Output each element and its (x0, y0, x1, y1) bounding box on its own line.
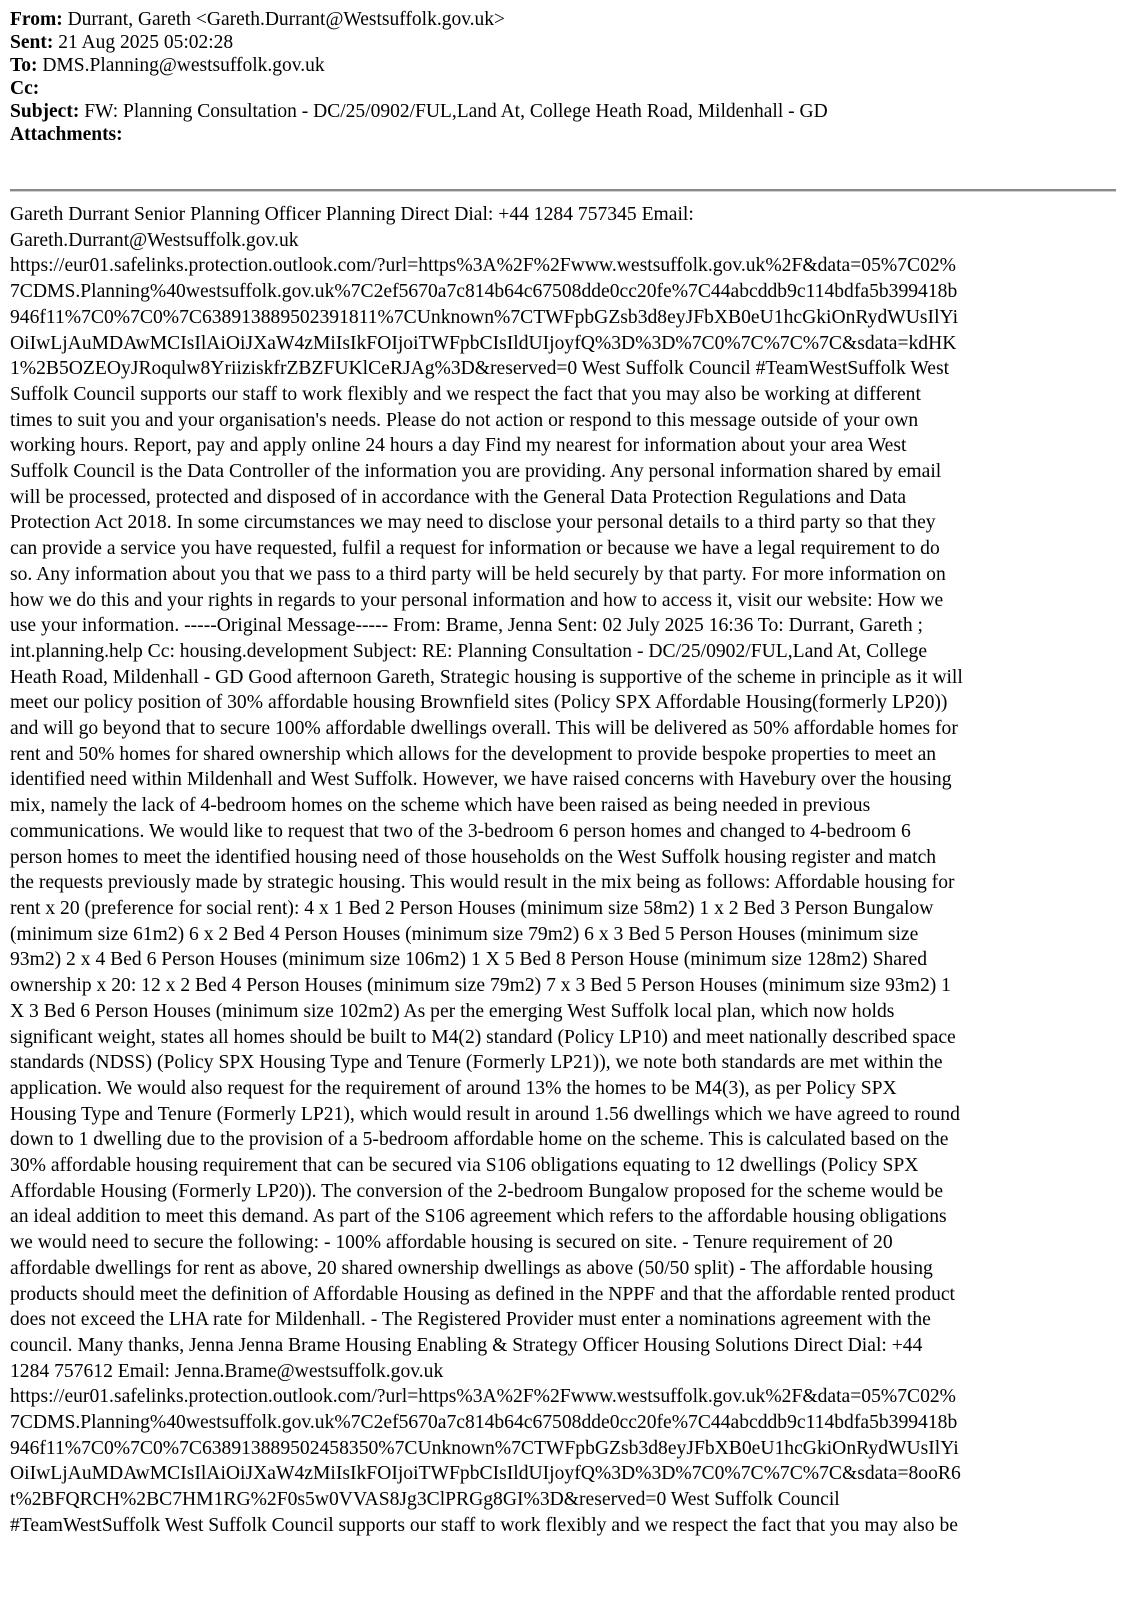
body-line: Protection Act 2018. In some circumstances we may need to disclose your personal details to a third party so that they (10, 512, 936, 534)
body-line: application. We would also request for the requirement of around 13% the homes to be M4(3), as per Policy SPX (10, 1077, 897, 1099)
body-line: person homes to meet the identified housing need of those households on the West Suffolk housing register and match (10, 846, 937, 868)
body-line: Heath Road, Mildenhall - GD Good afternoon Gareth, Strategic housing is supportive of the scheme in principle as it will (10, 666, 963, 688)
body-line: Affordable Housing (Formerly LP20)). The conversion of the 2-bedroom Bungalow proposed for the scheme would be (10, 1180, 944, 1202)
body-line: Suffolk Council supports our staff to work flexibly and we respect the fact that you may also be working at different (10, 383, 921, 405)
header-divider (10, 189, 1116, 192)
body-line: affordable dwellings for rent as above, 20 shared ownership dwellings as above (50/50 split) - The affordable housing (10, 1257, 933, 1279)
to-label: To: (10, 55, 38, 76)
body-line: identified need within Mildenhall and West Suffolk. However, we have raised concerns with Havebury over the housing (10, 769, 952, 791)
from-label: From: (10, 9, 63, 30)
body-line: 7CDMS.Planning%40westsuffolk.gov.uk%7C2ef5670a7c814b64c67508dde0cc20fe%7C44abcddb9c114bdfa5b399418b (10, 1412, 958, 1434)
subject-value: FW: Planning Consultation - DC/25/0902/FUL,Land At, College Heath Road, Mildenhall - GD (84, 101, 828, 122)
attachments-label: Attachments: (10, 124, 123, 145)
from-row (10, 8, 1118, 31)
body-line: an ideal addition to meet this demand. As part of the S106 agreement which refers to the affordable housing obligations (10, 1206, 947, 1228)
body-line: https://eur01.safelinks.protection.outlook.com/?url=https%3A%2F%2Fwww.westsuffolk.gov.uk%2F&data=05%7C02% (10, 255, 956, 277)
body-line: mix, namely the lack of 4-bedroom homes on the scheme which have been raised as being needed in previous (10, 795, 871, 817)
body-line: standards (NDSS) (Policy SPX Housing Type and Tenure (Formerly LP21)), we note both standards are met within the (10, 1052, 943, 1074)
body-line: rent and 50% homes for shared ownership which allows for the development to provide bespoke properties to meet an (10, 743, 937, 765)
body-line: communications. We would like to request that two of the 3-bedroom 6 person homes and changed to 4-bedroom 6 (10, 820, 911, 842)
sent-row (10, 31, 1118, 54)
to-row (10, 54, 1118, 77)
body-line: OiIwLjAuMDAwMCIsIlAiOiJXaW4zMiIsIkFOIjoiTWFpbCIsIldUIjoyfQ%3D%3D%7C0%7C%7C%7C&sdata=kdHK (10, 332, 957, 354)
body-line: and will go beyond that to secure 100% affordable dwellings overall. This will be delivered as 50% affordable homes for (10, 718, 958, 740)
body-line: 946f11%7C0%7C0%7C638913889502391811%7CUnknown%7CTWFpbGZsb3d8eyJFbXB0eU1hcGkiOnRydWUsIlYi (10, 306, 959, 328)
body-line: https://eur01.safelinks.protection.outlook.com/?url=https%3A%2F%2Fwww.westsuffolk.gov.uk%2F&data=05%7C02% (10, 1386, 956, 1408)
body-line: 93m2) 2 x 4 Bed 6 Person Houses (minimum size 106m2) 1 X 5 Bed 8 Person House (minimum size 128m2) Shared (10, 949, 928, 971)
body-line: 946f11%7C0%7C0%7C638913889502458350%7CUnknown%7CTWFpbGZsb3d8eyJFbXB0eU1hcGkiOnRydWUsIlYi (10, 1437, 959, 1459)
body-line: significant weight, states all homes should be built to M4(2) standard (Policy LP10) and meet nationally described space (10, 1026, 956, 1048)
body-line: 30% affordable housing requirement that can be secured via S106 obligations equating to 12 dwellings (Policy SPX (10, 1155, 919, 1177)
body-line: ownership x 20: 12 x 2 Bed 4 Person Houses (minimum size 79m2) 7 x 3 Bed 5 Person Houses (minimum size 93m2) 1 (10, 975, 951, 997)
body-line: products should meet the definition of Affordable Housing as defined in the NPPF and that the affordable rented product (10, 1283, 956, 1305)
body-line: 1284 757612 Email: Jenna.Brame@westsuffolk.gov.uk (10, 1360, 444, 1382)
subject-label: Subject: (10, 101, 80, 122)
body-line: times to suit you and your organisation's needs. Please do not action or respond to this message outside of your own (10, 409, 919, 431)
body-line: meet our policy position of 30% affordable housing Brownfield sites (Policy SPX Affordable Housing(formerly LP20)) (10, 692, 948, 714)
body-line: council. Many thanks, Jenna Jenna Brame Housing Enabling & Strategy Officer Housing Solutions Direct Dial: +44 (10, 1334, 923, 1356)
body-line: Gareth Durrant Senior Planning Officer Planning Direct Dial: +44 1284 757345 Email: (10, 204, 694, 225)
email-body (10, 202, 1114, 1539)
body-line: will be processed, protected and disposed of in accordance with the General Data Protection Regulations and Data (10, 486, 907, 508)
body-line: t%2BFQRCH%2BC7HM1RG%2F0s5w0VVAS8Jg3ClPRGg8GI%3D&reserved=0 West Suffolk Council (10, 1489, 840, 1511)
cc-label: Cc: (10, 78, 40, 99)
from-value: Durrant, Gareth <Gareth.Durrant@Westsuffolk.gov.uk> (67, 9, 506, 30)
body-line: can provide a service you have requested, fulfil a request for information or because we have a legal requirement to do (10, 538, 940, 560)
email-header (10, 8, 1118, 146)
subject-row (10, 100, 1118, 123)
body-line: rent x 20 (preference for social rent): 4 x 1 Bed 2 Person Houses (minimum size 58m2) 1 x 2 Bed 3 Person Bungalow (10, 897, 934, 919)
body-line: use your information. -----Original Message----- From: Brame, Jenna Sent: 02 July 2025 16:36 To: Durrant, Gareth ; (10, 615, 923, 637)
body-line: so. Any information about you that we pass to a third party will be held securely by that party. For more information on (10, 563, 946, 585)
body-line: 1%2B5OZEOyJRoqulw8YriiziskfrZBZFUKlCeRJAg%3D&reserved=0 West Suffolk Council #TeamWestSuffolk West (10, 358, 950, 380)
body-line: int.planning.help Cc: housing.development Subject: RE: Planning Consultation - DC/25/0902/FUL,Land At, College (10, 640, 928, 662)
body-line: Gareth.Durrant@Westsuffolk.gov.uk (10, 229, 299, 251)
body-line: Suffolk Council is the Data Controller of the information you are providing. Any personal information shared by email (10, 461, 942, 483)
body-line: (minimum size 61m2) 6 x 2 Bed 4 Person Houses (minimum size 79m2) 6 x 3 Bed 5 Person Houses (minimum size (10, 923, 919, 945)
cc-row (10, 77, 1118, 100)
body-line: Housing Type and Tenure (Formerly LP21), which would result in around 1.56 dwellings which we have agreed to round (10, 1103, 960, 1125)
body-line: 7CDMS.Planning%40westsuffolk.gov.uk%7C2ef5670a7c814b64c67508dde0cc20fe%7C44abcddb9c114bdfa5b399418b (10, 281, 958, 303)
sent-label: Sent: (10, 32, 54, 53)
body-line: X 3 Bed 6 Person Houses (minimum size 102m2) As per the emerging West Suffolk local plan, which now holds (10, 1000, 895, 1022)
attachments-row (10, 123, 1118, 146)
body-line: does not exceed the LHA rate for Mildenhall. - The Registered Provider must enter a nominations agreement with the (10, 1309, 931, 1331)
body-line: how we do this and your rights in regards to your personal information and how to access it, visit our website: How we (10, 589, 944, 611)
sent-value: 21 Aug 2025 05:02:28 (58, 32, 234, 53)
to-value: DMS.Planning@westsuffolk.gov.uk (42, 55, 325, 76)
body-line: working hours. Report, pay and apply online 24 hours a day Find my nearest for information about your area West (10, 435, 907, 457)
body-line: down to 1 dwelling due to the provision of a 5-bedroom affordable home on the scheme. This is calculated based on the (10, 1129, 949, 1151)
body-line: #TeamWestSuffolk West Suffolk Council supports our staff to work flexibly and we respect the fact that you may also be (10, 1514, 958, 1536)
body-line: OiIwLjAuMDAwMCIsIlAiOiJXaW4zMiIsIkFOIjoiTWFpbCIsIldUIjoyfQ%3D%3D%7C0%7C%7C%7C&sdata=8ooR6 (10, 1463, 961, 1485)
body-line: the requests previously made by strategic housing. This would result in the mix being as follows: Affordable housing for (10, 872, 955, 894)
body-line: we would need to secure the following: - 100% affordable housing is secured on site. - Tenure requirement of 20 (10, 1232, 893, 1254)
